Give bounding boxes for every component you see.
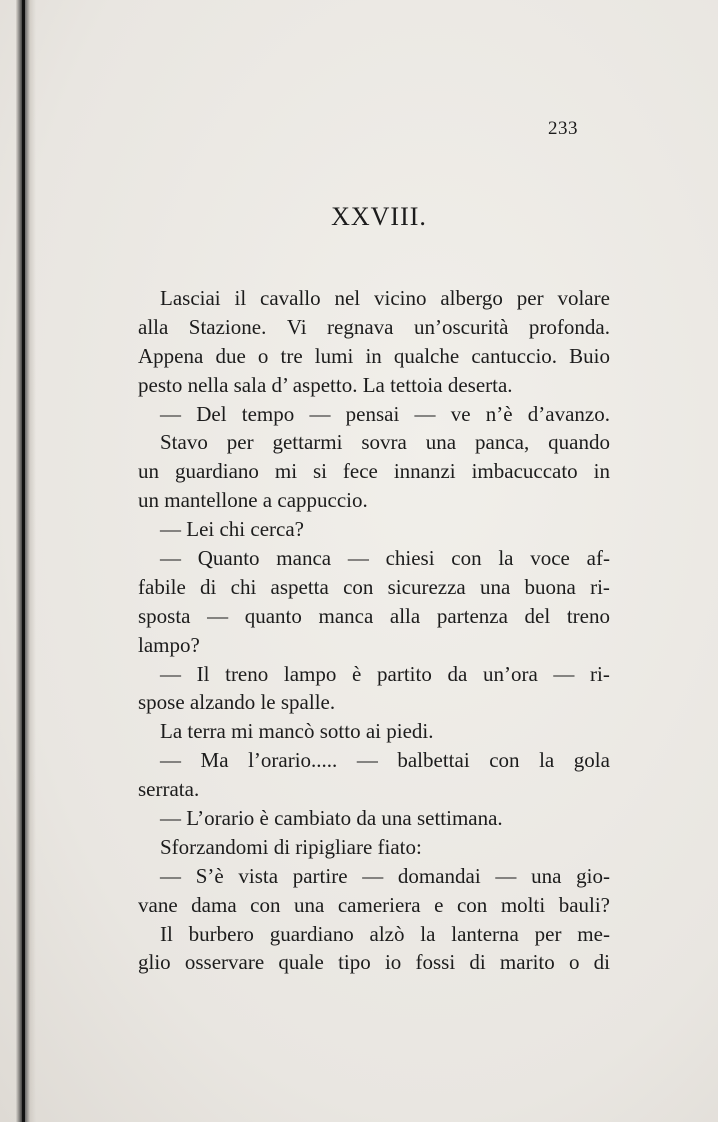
text-word: la xyxy=(420,921,436,946)
text-word: Ma xyxy=(200,748,229,773)
text-word: cavallo xyxy=(260,286,321,310)
text-word: af- xyxy=(586,546,610,571)
text-word: — xyxy=(160,863,181,888)
text-word: Stavo xyxy=(160,430,208,455)
text-line xyxy=(138,284,610,313)
text-word: S’è xyxy=(195,863,224,888)
text-word: innanzi xyxy=(393,459,456,484)
text-word: vista xyxy=(238,863,279,888)
text-word: — xyxy=(160,748,181,773)
text-line xyxy=(138,660,610,689)
text-word: un xyxy=(138,459,159,484)
text-word: guardiano xyxy=(174,459,259,484)
text-word: alzò xyxy=(369,921,405,946)
text-word: Il xyxy=(160,921,173,946)
chapter-title: XXVIII. xyxy=(331,202,427,231)
text-word: mi xyxy=(274,459,298,484)
text-word: con xyxy=(456,892,488,917)
text-word: Vi xyxy=(286,314,307,339)
text-line xyxy=(138,891,610,920)
text-line xyxy=(138,948,610,977)
text-word: n’è xyxy=(485,401,513,426)
text-word: un’ora xyxy=(482,661,538,686)
text-word: Quanto xyxy=(197,546,260,571)
text-word: pensai xyxy=(345,401,400,426)
text-word: bauli? xyxy=(558,892,610,917)
text-word: due xyxy=(215,343,246,368)
text-line xyxy=(138,862,610,891)
text-word: Stazione. xyxy=(188,314,267,339)
text-word: quando xyxy=(548,430,610,455)
text-word: con xyxy=(489,748,520,773)
text-word: regnava xyxy=(327,314,394,339)
text-word: tre xyxy=(280,343,303,368)
text-line xyxy=(138,573,610,602)
text-word: con xyxy=(451,546,482,571)
text-word: la xyxy=(498,546,514,571)
text-word: vicino xyxy=(373,286,427,310)
text-line xyxy=(138,428,610,457)
text-word: io xyxy=(384,950,402,975)
text-word: cameriera xyxy=(337,892,421,917)
text-word: profonda. xyxy=(528,314,610,339)
text-line xyxy=(138,804,610,833)
text-line xyxy=(138,400,610,429)
text-line xyxy=(138,688,610,717)
text-word: fossi xyxy=(415,950,456,975)
text-word: in xyxy=(365,343,382,368)
text-line-content: Sforzandomi di ripigliare fiato: xyxy=(160,834,422,859)
text-word: per xyxy=(226,430,254,455)
text-word: partito xyxy=(377,661,432,686)
text-word: buona xyxy=(524,574,576,599)
text-word: — xyxy=(362,863,384,888)
text-word: tipo xyxy=(338,950,371,975)
text-word: cantuccio. xyxy=(471,343,558,368)
text-word: ri- xyxy=(590,574,610,599)
text-line xyxy=(138,544,610,573)
text-word: volare xyxy=(557,286,610,310)
text-word: sovra xyxy=(361,430,407,455)
text-word: — xyxy=(553,661,575,686)
text-word: gettarmi xyxy=(272,430,343,455)
text-word: alla xyxy=(389,603,421,628)
text-word: quanto xyxy=(244,603,302,628)
text-word: — xyxy=(160,546,181,571)
text-word: Appena xyxy=(138,343,204,368)
text-line-content: — Lei chi cerca? xyxy=(160,517,304,542)
text-word: fece xyxy=(342,459,378,484)
text-word: o xyxy=(568,950,580,975)
text-word: — xyxy=(309,401,331,426)
text-word: una xyxy=(479,574,511,599)
text-line-content: spose alzando le spalle. xyxy=(138,690,336,715)
text-line-content: — L’orario è cambiato da una settimana. xyxy=(160,806,503,831)
text-line-content: serrata. xyxy=(138,777,200,802)
text-word: tempo xyxy=(241,401,295,426)
text-word: con xyxy=(250,892,281,917)
text-word: sicurezza xyxy=(387,574,466,599)
text-word: ve xyxy=(450,401,471,426)
body-text xyxy=(138,284,610,977)
text-word: la xyxy=(539,748,555,773)
text-word: si xyxy=(312,459,327,484)
text-word: e xyxy=(434,892,444,917)
text-word: imbacuccato xyxy=(471,459,578,484)
text-line xyxy=(138,631,610,660)
text-word: lampo xyxy=(283,661,337,686)
text-word: gola xyxy=(573,748,610,773)
text-word: panca, xyxy=(475,430,530,455)
text-line xyxy=(138,515,610,544)
text-word: qualche xyxy=(393,343,460,368)
text-word: — xyxy=(160,401,181,426)
text-word: il xyxy=(234,286,247,310)
text-word: treno xyxy=(225,661,269,686)
text-line xyxy=(138,313,610,342)
text-word: glio xyxy=(138,950,171,975)
text-word: chiesi xyxy=(385,546,435,571)
text-word: vane xyxy=(138,892,178,917)
text-word: Lasciai xyxy=(160,286,221,310)
text-word: è xyxy=(352,661,362,686)
text-word: fabile xyxy=(138,574,186,599)
text-word: un’oscurità xyxy=(413,314,509,339)
text-word: Buio xyxy=(569,343,610,368)
text-word: Il xyxy=(196,661,210,686)
text-line xyxy=(138,342,610,371)
book-binding-edge xyxy=(22,0,25,1122)
text-word: balbettai xyxy=(397,748,470,773)
text-word: ri- xyxy=(590,661,610,686)
text-word: Del xyxy=(196,401,227,426)
text-word: manca xyxy=(318,603,374,628)
text-word: sposta xyxy=(138,603,191,628)
text-line xyxy=(138,775,610,804)
text-word: — xyxy=(414,401,436,426)
text-line xyxy=(138,717,610,746)
text-word: da xyxy=(447,661,468,686)
text-word: domandai xyxy=(397,863,481,888)
text-word: per xyxy=(534,921,562,946)
text-word: partenza xyxy=(436,603,508,628)
text-line xyxy=(138,746,610,775)
text-line xyxy=(138,486,610,515)
text-word: — xyxy=(495,863,517,888)
text-word: — xyxy=(356,748,378,773)
text-line xyxy=(138,602,610,631)
book-spine-shadow xyxy=(16,0,36,1122)
text-word: alla xyxy=(138,314,169,339)
text-word: albergo xyxy=(440,286,503,310)
text-word: gio- xyxy=(576,863,610,888)
text-word: d’avanzo. xyxy=(527,401,610,426)
text-word: — xyxy=(207,603,229,628)
text-word: di xyxy=(469,950,486,975)
text-line xyxy=(138,457,610,486)
text-word: marito xyxy=(499,950,555,975)
text-word: me- xyxy=(577,921,610,946)
text-word: molti xyxy=(500,892,546,917)
text-word: chi xyxy=(230,574,257,599)
text-line-content: La terra mi mancò sotto ai piedi. xyxy=(160,719,434,744)
text-word: una xyxy=(425,430,457,455)
text-word: burbero xyxy=(188,921,254,946)
text-word: voce xyxy=(530,546,570,571)
text-line xyxy=(138,920,610,949)
text-line-content: un mantellone a cappuccio. xyxy=(138,488,368,513)
text-word: — xyxy=(160,661,181,686)
page-number: 233 xyxy=(548,118,578,139)
text-line xyxy=(138,371,610,400)
text-word: nel xyxy=(334,286,361,310)
text-word: del xyxy=(524,603,551,628)
text-word: l’orario..... xyxy=(248,748,338,773)
text-word: una xyxy=(294,892,325,917)
text-line xyxy=(138,833,610,862)
text-word: quale xyxy=(278,950,324,975)
text-word: di xyxy=(200,574,217,599)
text-word: in xyxy=(593,459,610,484)
text-word: treno xyxy=(566,603,610,628)
text-word: lanterna xyxy=(451,921,519,946)
text-line-content: pesto nella sala d’ aspetto. La tettoia deserta. xyxy=(138,372,513,397)
text-word: con xyxy=(343,574,374,599)
text-line-content: lampo? xyxy=(138,632,200,657)
text-word: una xyxy=(531,863,562,888)
text-word: manca xyxy=(276,546,332,571)
text-word: lumi xyxy=(314,343,354,368)
text-word: di xyxy=(593,950,610,975)
text-word: osservare xyxy=(184,950,265,975)
text-word: o xyxy=(257,343,269,368)
text-word: per xyxy=(516,286,544,310)
text-word: dama xyxy=(191,892,237,917)
text-word: partire xyxy=(292,863,348,888)
text-word: aspetta xyxy=(270,574,329,599)
text-word: guardiano xyxy=(269,921,354,946)
text-word: — xyxy=(347,546,369,571)
